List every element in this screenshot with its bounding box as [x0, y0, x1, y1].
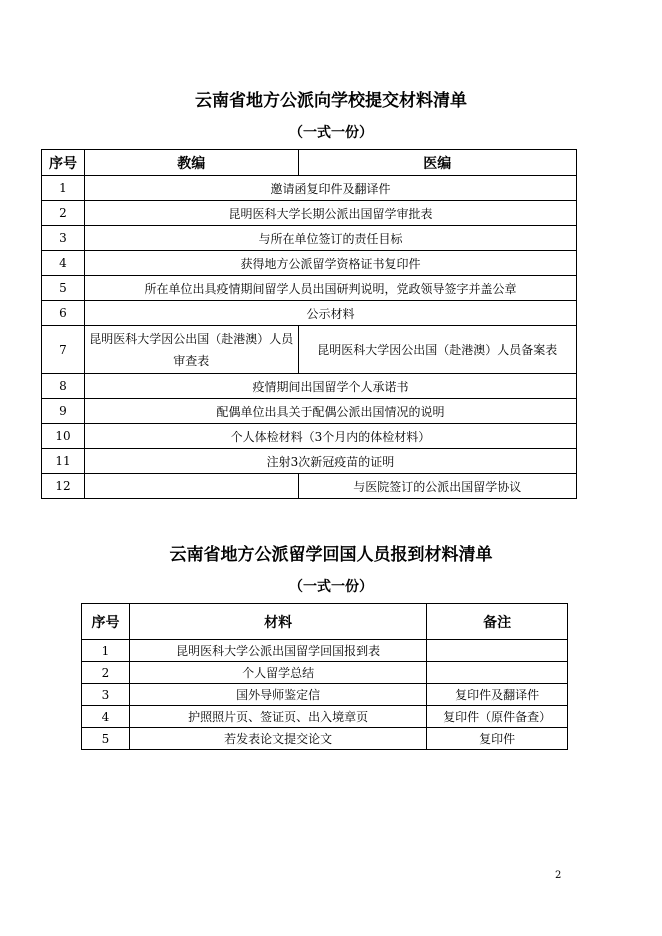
row-no: 6 [42, 301, 85, 326]
table-row [42, 326, 577, 374]
table-row [82, 706, 568, 728]
section2-subtitle: （一式一份） [289, 579, 373, 595]
row-teaching-text: 昆明医科大学因公出国（赴港澳）人员审查表 [84, 326, 298, 374]
row-no: 4 [82, 706, 130, 728]
row-note: 复印件（原件备查） [427, 706, 568, 728]
row-no: 3 [42, 226, 85, 251]
section1-title: 云南省地方公派向学校提交材料清单 [195, 91, 467, 111]
row-medical-text: 昆明医科大学因公出国（赴港澳）人员备案表 [298, 326, 576, 374]
table-header-row [82, 604, 568, 640]
table-row [42, 474, 577, 499]
row-text: 配偶单位出具关于配偶公派出国情况的说明 [84, 399, 576, 424]
submission-materials-table [41, 149, 577, 499]
row-no: 12 [42, 474, 85, 499]
table-row [42, 374, 577, 399]
row-material: 个人留学总结 [129, 662, 426, 684]
table-row [82, 728, 568, 750]
row-text: 个人体检材料（3个月内的体检材料） [84, 424, 576, 449]
row-note [427, 662, 568, 684]
row-no: 8 [42, 374, 85, 399]
row-material: 国外导师鉴定信 [129, 684, 426, 706]
table-header-row [42, 150, 577, 176]
row-material: 护照照片页、签证页、出入境章页 [129, 706, 426, 728]
table-row [42, 251, 577, 276]
row-no: 11 [42, 449, 85, 474]
header-no: 序号 [82, 604, 130, 640]
row-material: 昆明医科大学公派出国留学回国报到表 [129, 640, 426, 662]
row-no: 10 [42, 424, 85, 449]
table-row [82, 662, 568, 684]
table-row [42, 399, 577, 424]
return-report-materials-table [81, 603, 568, 750]
row-note: 复印件及翻译件 [427, 684, 568, 706]
row-no: 1 [82, 640, 130, 662]
row-no: 3 [82, 684, 130, 706]
header-medical-staff: 医编 [298, 150, 576, 176]
row-text: 昆明医科大学长期公派出国留学审批表 [84, 201, 576, 226]
row-note [427, 640, 568, 662]
table-row [42, 226, 577, 251]
header-teaching-staff: 教编 [84, 150, 298, 176]
table-row [42, 424, 577, 449]
header-material: 材料 [129, 604, 426, 640]
row-text: 所在单位出具疫情期间留学人员出国研判说明，党政领导签字并盖公章 [84, 276, 576, 301]
table-row [42, 449, 577, 474]
row-note: 复印件 [427, 728, 568, 750]
table-row [82, 684, 568, 706]
row-no: 7 [42, 326, 85, 374]
row-text: 获得地方公派留学资格证书复印件 [84, 251, 576, 276]
table-row [42, 276, 577, 301]
row-medical-text: 与医院签订的公派出国留学协议 [298, 474, 576, 499]
section2-title: 云南省地方公派留学回国人员报到材料清单 [169, 545, 493, 565]
table-row [82, 640, 568, 662]
row-no: 5 [82, 728, 130, 750]
row-no: 2 [42, 201, 85, 226]
row-text: 公示材料 [84, 301, 576, 326]
section1-subtitle: （一式一份） [289, 125, 373, 141]
header-no: 序号 [42, 150, 85, 176]
row-teaching-text [84, 474, 298, 499]
table-row [42, 176, 577, 201]
table-row [42, 301, 577, 326]
header-note: 备注 [427, 604, 568, 640]
table-row [42, 201, 577, 226]
row-no: 5 [42, 276, 85, 301]
row-no: 9 [42, 399, 85, 424]
row-no: 2 [82, 662, 130, 684]
row-no: 4 [42, 251, 85, 276]
row-text: 疫情期间出国留学个人承诺书 [84, 374, 576, 399]
row-material: 若发表论文提交论文 [129, 728, 426, 750]
row-text: 邀请函复印件及翻译件 [84, 176, 576, 201]
page-number: 2 [555, 870, 562, 881]
row-text: 注射3次新冠疫苗的证明 [84, 449, 576, 474]
row-no: 1 [42, 176, 85, 201]
row-text: 与所在单位签订的责任目标 [84, 226, 576, 251]
